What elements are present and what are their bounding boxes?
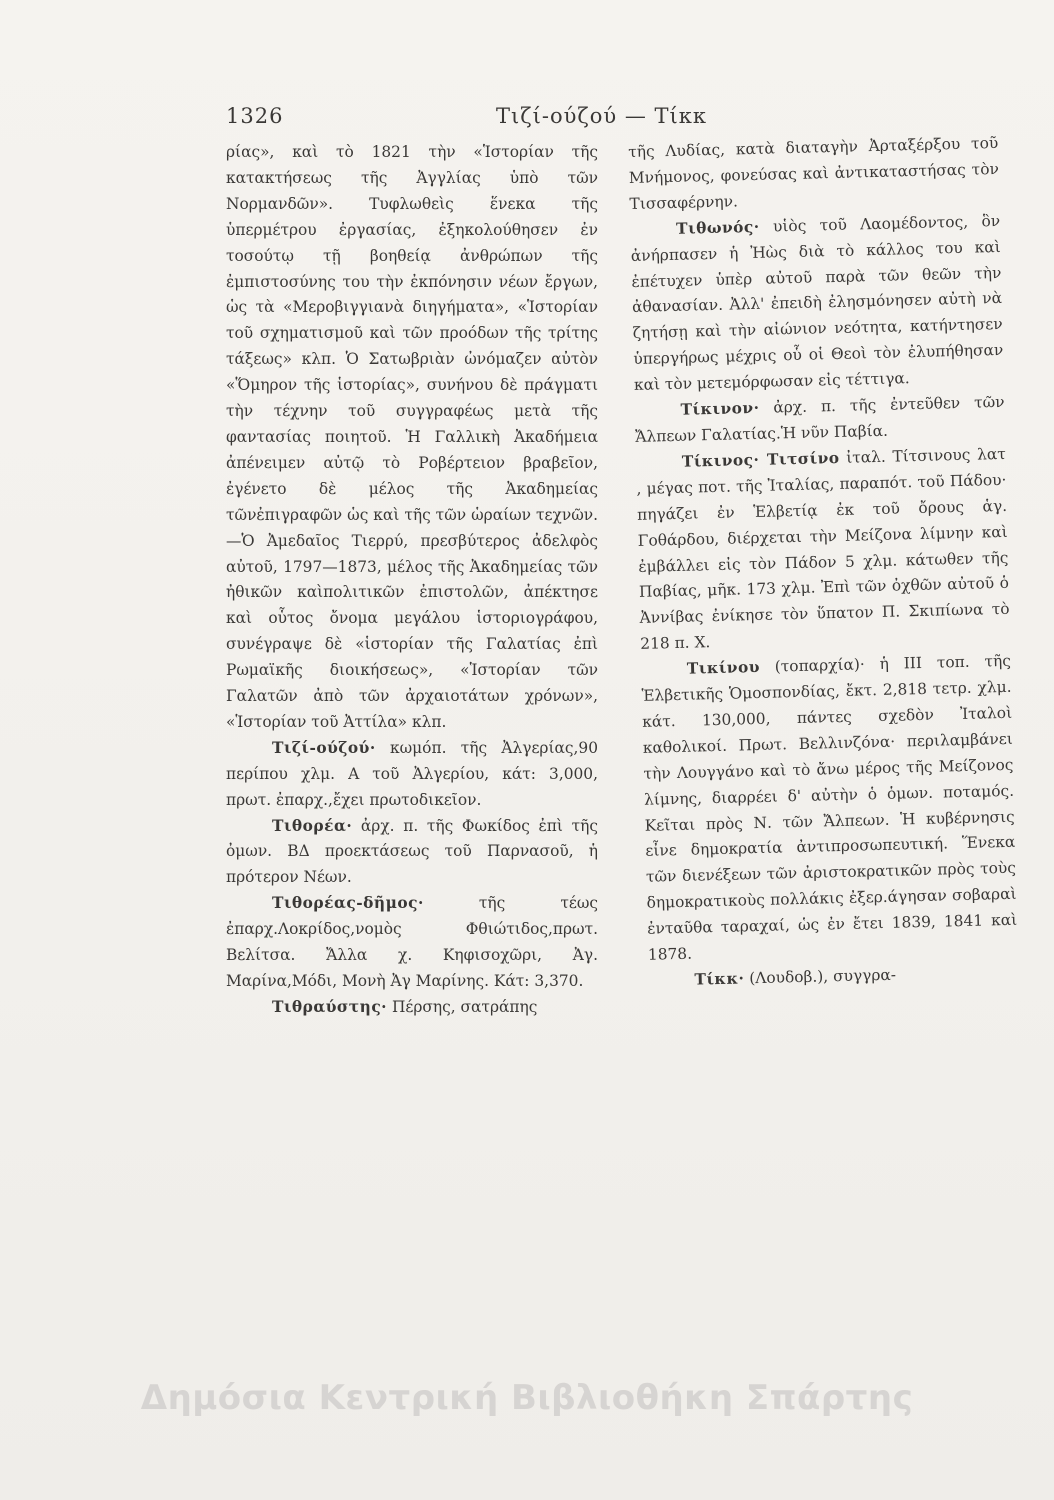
- entry-headword: Τιθωνός·: [675, 217, 760, 238]
- library-watermark: Δημόσια Κεντρική Βιβλιοθήκη Σπάρτης: [140, 1378, 914, 1418]
- left-column-intro: ρίας», καὶ τὸ 1821 τὴν «Ἱστορίαν τῆς κατακτήσεως τῆς Ἀγγλίας ὑπὸ τῶν Νορμανδῶν». Τυφλωθεὶς ἕνεκα τῆς ὑπερμέτρου ἐργασίας, ἐξηκολούθησεν ἐν τοσούτῳ τῇ βοηθείᾳ ἀνθρώπων τῆς ἐμπιστοσύνης του τὴν ἐκπόνησιν νέων ἔργων, ὡς τὰ «Μεροβιγγιανὰ διηγήματα», «Ἱστορίαν τοῦ σχηματισμοῦ καὶ τῶν προόδων τῆς τρίτης τάξεως» κλπ. Ὁ Σατωβριὰν ὠνόμαζεν αὐτὸν «Ὅμηρον τῆς ἱστορίας», συνήνου δὲ πράγματι τὴν τέχνην τοῦ συγγραφέως μετὰ τῆς φαντασίας ποιητοῦ. Ἡ Γαλλικὴ Ἀκαδήμεια ἀπένειμεν αὐτῷ τὸ Ροβέρτειον βραβεῖον, ἐγένετο δὲ μέλος τῆς Ἀκαδημείας τῶνἐπιγραφῶν ὡς καὶ τῆς τῶν ὡραίων τεχνῶν.—Ὁ Ἀμεδαῖος Τιερρύ, πρεσβύτερος ἀδελφὸς αὐτοῦ, 1797—1873, μέλος τῆς Ἀκαδημείας τῶν ἠθικῶν καὶπολιτικῶν ἐπιστολῶν, ἀπέκτησε καὶ οὗτος ὄνομα μεγάλου ἱστοριογράφου, συνέγραψε δὲ «ἱστορίαν τῆς Γαλατίας ἐπὶ Ρωμαϊκῆς διοικήσεως», «Ἱστορίαν τῶν Γαλατῶν ἀπὸ τῶν ἀρχαιοτάτων χρόνων», «Ἱστορίαν τοῦ Ἀττίλα» κλπ.: [226, 143, 598, 731]
- page-header: [226, 104, 786, 134]
- entry-text: (Λουδοβ.), συγγρα-: [749, 965, 897, 988]
- right-column-intro: τῆς Λυδίας, κατὰ διαταγὴν Ἀρταξέρξου τοῦ Μνήμονος, φονεύσας καὶ ἀντικαταστήσας τὸν Τισσαφέρνην.: [628, 133, 1000, 213]
- dictionary-entry-tithonos: [630, 209, 1004, 399]
- entry-headword: Τικίνου: [686, 658, 761, 678]
- page-number: 1326: [226, 104, 284, 128]
- running-title: Τιζί-ούζού — Τίκκ: [496, 104, 707, 128]
- dictionary-entry-tithorea: [226, 814, 598, 892]
- dictionary-entry-tizi-ouzou: [226, 736, 598, 814]
- entry-text: κωμόπ. τῆς Ἀλγερίας,90 περίπου χλμ. Α τοῦ Ἀλγερίου, κάτ: 3,000, πρωτ. ἐπαρχ.,ἔχει πρωτοδικεῖον.: [226, 738, 598, 809]
- entry-headword: Τίκινον·: [680, 398, 760, 419]
- entry-headword: Τίκκ·: [694, 969, 745, 989]
- left-column: [226, 140, 598, 1021]
- dictionary-entry-tithorea-municipality: [226, 891, 598, 995]
- entry-text: υἱὸς τοῦ Λαομέδοντος, ὃν ἀνήρπασεν ἡ Ἠὼς διὰ τὸ κάλλος του καὶ ἐπέτυχεν ὑπὲρ αὐτοῦ παρὰ τῶν θεῶν τὴν ἀθανασίαν. Ἀλλ' ἐπειδὴ ἐλησμόνησεν αὐτὴ νὰ ζητήσῃ καὶ τὴν αἰώνιον νεότητα, κατήντησεν ὑπεργήρως μέχρις οὗ οἱ Θεοὶ τὸν ἐλυπήθησαν καὶ τὸν μετεμόρφωσαν εἰς τέττιγα.: [630, 211, 1004, 395]
- dictionary-entry-tikinou: [641, 649, 1018, 969]
- dictionary-entry-tithraustes: [226, 995, 598, 1021]
- entry-headword: Τιθραύστης·: [272, 997, 388, 1016]
- entry-text: Πέρσης, σατράπης: [391, 997, 538, 1016]
- entry-text: (τοπαρχία)· ἡ ΙΙΙ τοπ. τῆς Ἑλβετικῆς Ὁμοσπονδίας, ἔκτ. 2,818 τετρ. χλμ. κάτ. 130,000, πάντες σχεδὸν Ἰταλοὶ καθολικοί. Πρωτ. Βελλινζόνα· περιλαμβάνει τὴν Λουγγάνο καὶ τὸ ἄνω μέρος τῆς Μείζονος λίμνης, διαρρέει δ' αὐτὴν ὁ ὁμων. ποταμός. Κεῖται πρὸς Ν. τῶν Ἄλπεων. Ἡ κυβέρνησις εἶνε δημοκρατία ἀντιπροσωπευτική. Ἕνεκα τῶν διενέξεων τῶν ἀριστοκρατικῶν πρὸς τοὺς δημοκρατικοὺς πολλάκις ἐξερ.άγησαν σοβαραὶ ἐνταῦθα ταραχαί, ὡς ἐν ἔτει 1839, 1841 καὶ 1878.: [641, 651, 1018, 964]
- entry-headword: Τίκινος· Τιτσίνο: [681, 448, 840, 471]
- right-column: [628, 131, 1019, 995]
- entry-headword: Τιθορέα·: [272, 816, 353, 835]
- entry-text: ἰταλ. Τίτσινους λατ , μέγας ποτ. τῆς Ἰταλίας, παραπότ. τοῦ Πάδου· πηγάζει ἐν Ἑλβετίᾳ ἐκ τοῦ ὄρους ἁγ. Γοθάρδου, διέρχεται τὴν Μείζονα λίμνην καὶ ἐμβάλλει εἰς τὸν Πάδον 5 χλμ. κάτωθεν τῆς Παβίας, μῆκ. 173 χλμ. Ἐπὶ τῶν ὀχθῶν αὐτοῦ ὁ Ἀννίβας ἐνίκησε τὸν ὕπατον Π. Σκιπίωνα τὸ 218 π. Χ.: [636, 444, 1010, 654]
- entry-text: ἀρχ. π. τῆς ἐντεῦθεν τῶν Ἄλπεων Γαλατίας.Ἡ νῦν Παβία.: [635, 392, 1005, 446]
- entry-text: τῆς τέως ἐπαρχ.Λοκρίδος,νομὸς Φθιώτιδος,πρωτ. Βελίτσα. Ἄλλα χ. Κηφισοχῶρι, Ἀγ. Μαρίνα,Μόδι, Μονὴ Ἀγ Μαρίνης. Κάτ: 3,370.: [226, 894, 598, 990]
- dictionary-entry-tikinon: [634, 390, 1005, 451]
- entry-headword: Τιθορέας-δῆμος·: [272, 894, 424, 913]
- dictionary-entry-tikinos: [636, 442, 1011, 658]
- entry-text: ἀρχ. π. τῆς Φωκίδος ἐπὶ τῆς ὀμων. ΒΔ προεκτάσεως τοῦ Παρνασοῦ, ἡ πρότερον Νέων.: [226, 816, 598, 887]
- entry-headword: Τιζί-ούζού·: [272, 738, 376, 757]
